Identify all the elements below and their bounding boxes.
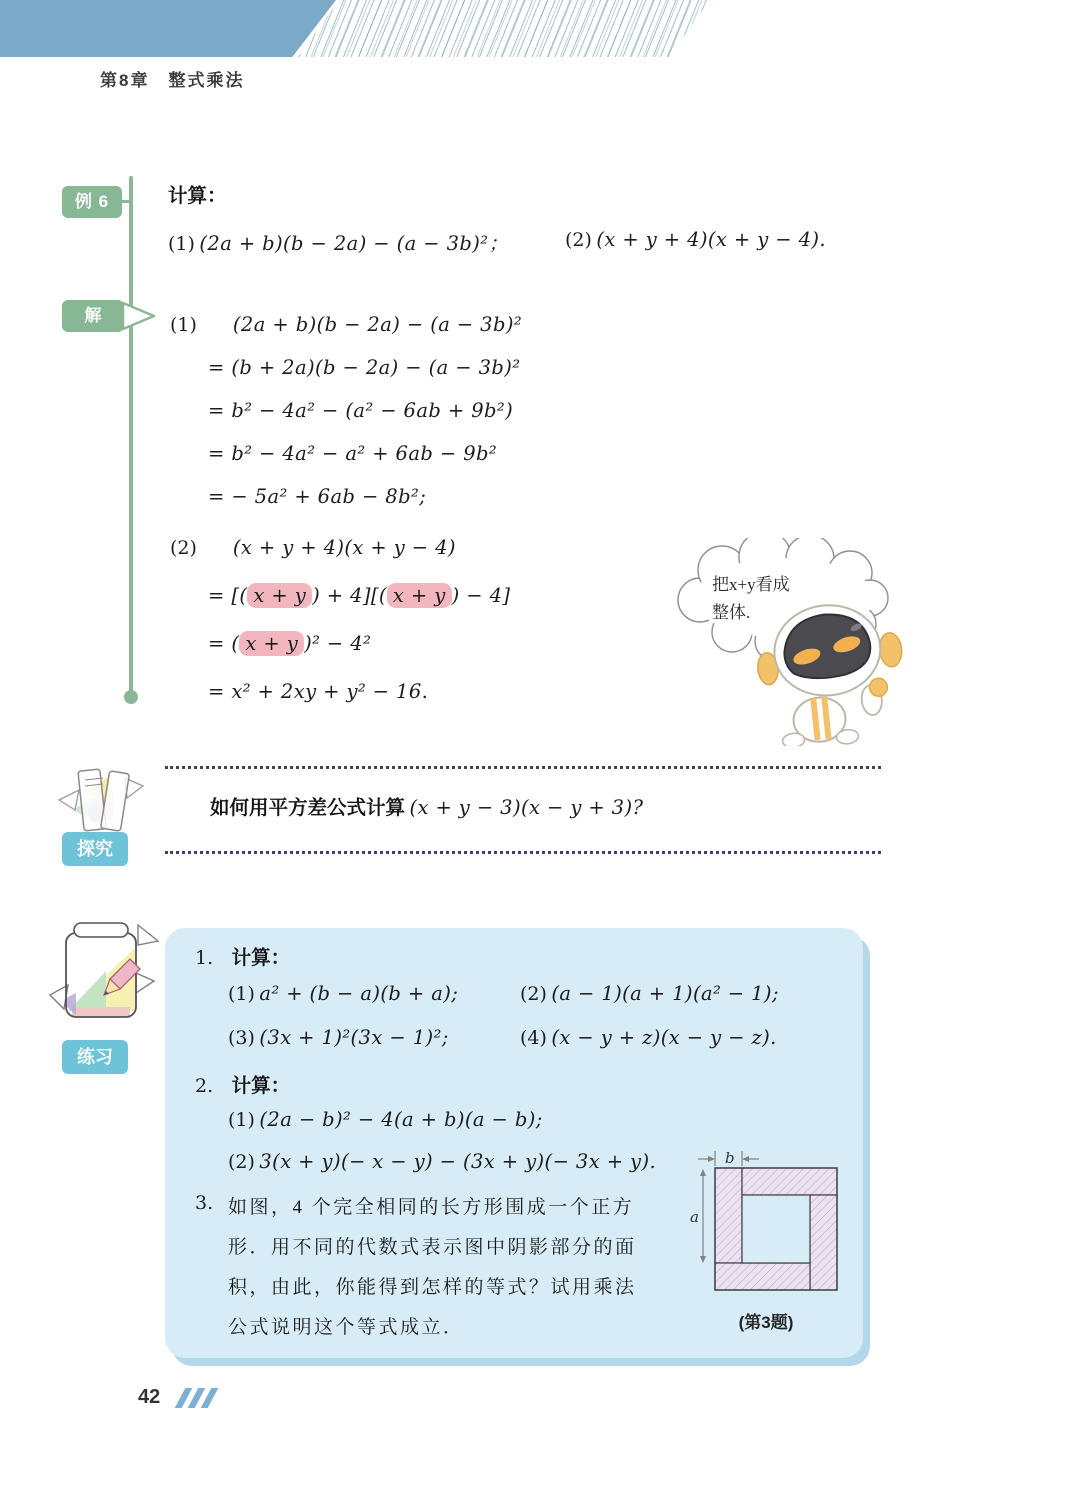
figure-caption: (第3题) [738,1313,794,1332]
practice-item-1: 1. 计算： [195,947,291,969]
solution-1-original [170,303,522,346]
highlighted-term: x + y [247,583,312,608]
example-guide-line-end-dot [124,690,138,704]
figure-label-a: a [690,1208,699,1226]
chapter-header: 第8章 整式乘法 [100,71,245,90]
figure-label-b: b [725,1149,735,1167]
explore-question-text: 如何用平方差公式计算 [210,797,406,819]
practice-3-text-line: 形．用不同的代数式表示图中阴影部分的面 [228,1237,637,1258]
pinwheel-square-figure [688,1148,844,1300]
example-badge: 例 6 [62,186,122,218]
example-prompt: 计算： [168,185,227,207]
practice-item-2: 2. 计算： [195,1075,291,1097]
solution-2-expression: (x + y + 4)(x + y − 4) [232,536,456,559]
solution-1-step: = b² − 4a² − a² + 6ab − 9b² [208,442,498,465]
practice-1-2: (2) (a − 1)(a + 1)(a² − 1); [520,982,779,1005]
solution-part-2 [170,524,510,716]
solution-1-number: (1) [170,314,197,336]
example-problem-2 [565,228,826,251]
bubble-text-line2: 整体. [712,603,751,622]
solution-part-1 [170,303,522,518]
practice-badge: 练习 [62,1040,128,1074]
highlighted-term: x + y [387,583,452,608]
practice-1-4: (4) (x − y + z)(x − y − z). [520,1026,777,1049]
page-slashes-icon [180,1388,219,1408]
problem-1-number: (1) [168,233,195,255]
explore-divider-bottom [165,851,881,854]
solution-2-number: (2) [170,537,197,559]
solution-pennant-icon [121,299,159,333]
solution-2-step: = [( x + y ) + 4][( x + y ) − 4] [208,584,511,607]
solution-2-original [170,524,510,572]
example-problem-1 [168,228,508,256]
header-band-blue [0,0,336,57]
explore-badge: 探究 [62,832,128,866]
practice-item-3-number: 3. [195,1192,214,1214]
problem-1-expression: (2a + b)(b − 2a) − (a − 3b)²； [199,232,509,255]
page-number: 42 [138,1386,161,1408]
solution-2-step: = x² + 2xy + y² − 16. [208,680,429,703]
explore-divider-top [165,766,881,769]
problem-2-number: (2) [565,229,592,251]
practice-3-text-line: 积，由此，你能得到怎样的等式？试用乘法 [228,1277,637,1298]
practice-3-text-line: 如图，4 个完全相同的长方形围成一个正方 [228,1197,635,1218]
solution-1-step: = (b + 2a)(b − 2a) − (a − 3b)² [208,356,521,379]
practice-3-text-line: 公式说明这个等式成立． [228,1317,465,1338]
solution-1-step: = − 5a² + 6ab − 8b²; [208,485,427,508]
solution-1-step: = b² − 4a² − (a² − 6ab + 9b²) [208,399,514,422]
solution-1-expression: (2a + b)(b − 2a) − (a − 3b)² [232,313,523,336]
practice-1-1: (1) a² + (b − a)(b + a); [228,982,459,1005]
explore-question-math: (x + y − 3)(x − y + 3)? [409,796,644,819]
explore-question [210,792,643,820]
solution-2-step: = ( x + y )² − 4² [208,632,372,655]
practice-2-1: (1) (2a − b)² − 4(a + b)(a − b); [228,1108,543,1131]
robot-mascot [752,596,917,746]
problem-3-figure [688,1148,844,1333]
highlighted-term: x + y [239,631,304,656]
header-band-hatch-icon [298,0,710,57]
books-icon [55,764,147,838]
practice-2-2: (2) 3(x + y)(− x − y) − (3x + y)(− 3x + y). [228,1150,657,1173]
notebook-pencil-icon [46,915,162,1035]
problem-2-expression: (x + y + 4)(x + y − 4). [596,228,826,251]
bubble-text-line1: 把x+y看成 [712,575,790,594]
example-guide-line [129,176,133,694]
solution-badge: 解 [62,300,124,332]
practice-1-3: (3) (3x + 1)²(3x − 1)²; [228,1026,449,1049]
